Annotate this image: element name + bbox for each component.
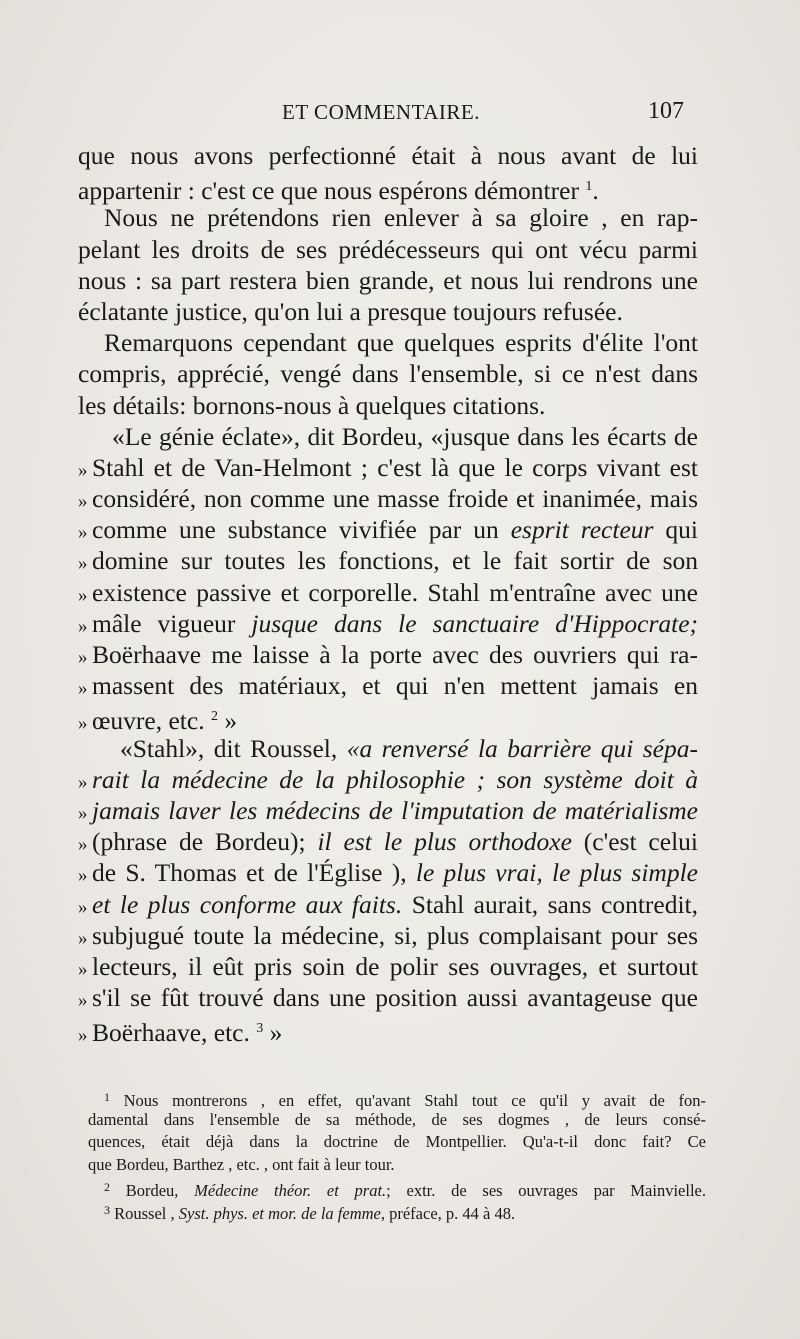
text-line: nous : sa part restera bien grande, et nous lui rendrons une	[78, 265, 698, 295]
footnote-ref-1: 1	[585, 179, 593, 195]
text-line: » (phrase de Bordeu); il est le plus orthodoxe (c'est celui	[78, 827, 698, 857]
text-line: éclatante justice, qu'on lui a presque toujours refusée.	[78, 296, 623, 326]
text-line: Remarquons cependant que quelques esprits d'élite l'ont	[104, 328, 698, 358]
text-line: les détails: bornons-nous à quelques citations.	[78, 390, 546, 420]
text-line: pelant les droits de ses prédécesseurs qui ont vécu parmi	[78, 234, 698, 264]
footnote-1-line: que Bordeu, Barthez , etc. , ont fait à leur tour.	[88, 1154, 395, 1174]
footnote-2: $^2$ Bordeu, Médecine théor. et prat.; extr. de ses ouvrages par Mainvielle.	[104, 1180, 706, 1201]
text-line: » Boërhaave me laisse à la porte avec des ouvriers qui ra-	[78, 640, 698, 669]
text-line: » comme une substance vivifiée par un esprit recteur qui	[78, 515, 699, 545]
text-line: «Le génie éclate», dit Bordeu, «jusque dans les écarts de	[112, 421, 698, 451]
page-header	[78, 98, 684, 132]
body-text	[78, 140, 699, 1048]
text-line: «Stahl», dit Roussel, «a renversé la barrière qui sépa-	[120, 733, 698, 763]
text-line: » rait la médecine de la philosophie ; son système doit à	[78, 764, 698, 794]
footnote-ref-2: 2	[210, 709, 218, 725]
text-line: » jamais laver les médecins de l'imputation de matérialisme	[78, 795, 698, 825]
text-line: » œuvre, etc. $^2$ »	[78, 706, 238, 736]
running-head: ET COMMENTAIRE.	[282, 100, 480, 124]
text-line: » s'il se fût trouvé dans une position aussi avantageuse que	[78, 983, 698, 1013]
text-line: » subjugué toute la médecine, si, plus complaisant pour ses	[78, 920, 698, 950]
text-line: que nous avons perfectionné était à nous avant de lui	[78, 141, 698, 170]
text-line: » de S. Thomas et de l'Église ), le plus vrai, le plus simple	[78, 858, 699, 888]
page-number: 107	[648, 98, 684, 124]
footnote-1: $^1$ Nous montrerons , en effet, qu'avant Stahl tout ce qu'il y avait de fon-	[104, 1090, 707, 1110]
footnotes	[88, 1086, 706, 1222]
text-line: compris, apprécié, vengé dans l'ensemble, si ce n'est dans	[78, 359, 698, 389]
text-line: » et le plus conforme aux faits. Stahl aurait, sans contredit,	[78, 889, 699, 919]
text-line: Nous ne prétendons rien enlever à sa gloire , en rap-	[104, 203, 698, 233]
text-line: » mâle vigueur jusque dans le sanctuaire d'Hippocrate;	[78, 608, 699, 638]
text-line: » lecteurs, il eût pris soin de polir ses ouvrages, et surtout	[78, 951, 698, 981]
text-line: » considéré, non comme une masse froide et inanimée, mais	[78, 484, 698, 514]
footnote-ref-3: 3	[256, 1021, 264, 1037]
text-line: » Stahl et de Van-Helmont ; c'est là que le corps vivant est	[78, 452, 698, 482]
text-line: » existence passive et corporelle. Stahl m'entraîne avec une	[78, 577, 698, 607]
text-line: » domine sur toutes les fonctions, et le fait sortir de son	[78, 546, 698, 576]
footnote-3: $^3$ Roussel , Syst. phys. et mor. de la femme, préface, p. 44 à 48.	[104, 1202, 516, 1223]
text-line: appartenir : c'est ce que nous espérons démontrer $^1$.	[78, 176, 599, 206]
text-line: » Boërhaave, etc. $^3$ »	[78, 1018, 283, 1048]
footnote-1-line: damental dans l'ensemble de sa méthode, de ses dogmes , de leurs consé-	[88, 1109, 706, 1129]
footnote-1-line: quences, était déjà dans la doctrine de Montpellier. Qu'a-t-il donc fait? Ce	[88, 1132, 706, 1152]
text-line: » massent des matériaux, et qui n'en mettent jamais en	[78, 671, 698, 701]
